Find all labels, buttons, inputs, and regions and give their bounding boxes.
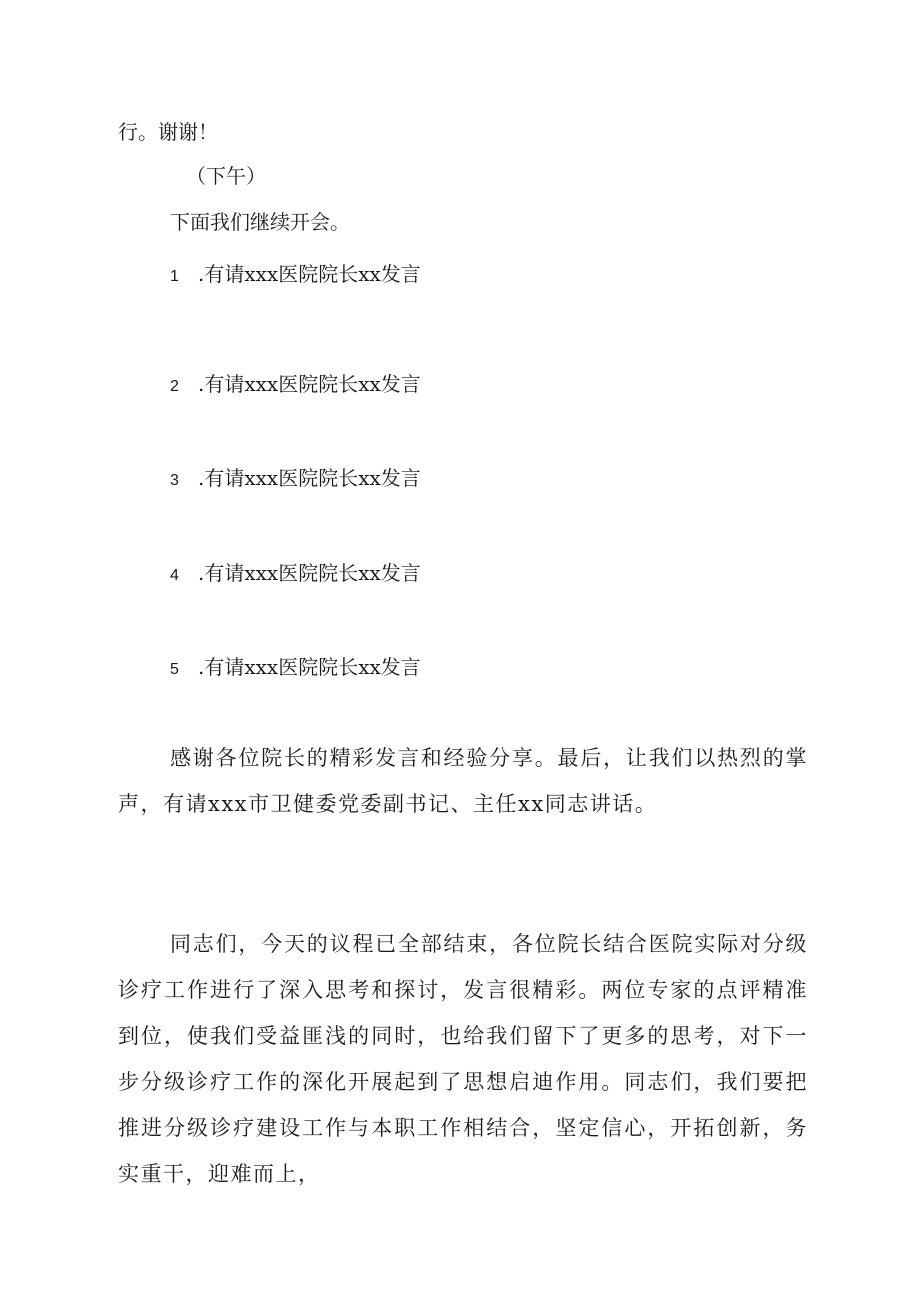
closing-paragraph: 同志们，今天的议程已全部结束，各位院长结合医院实际对分级诊疗工作进行了深入思考和探讨，发言很精彩。两位专家的点评精准到位，使我们受益匪浅的同时，也给我们留下了更多的思考，对下一步分级诊疗工作的深化开展起到了思想启迪作用。同志们，我们要把推进分级诊疗建设工作与本职工作相结合，坚定信心，开拓创新，务实重干，迎难而上，: [118, 932, 808, 1186]
agenda-item-number: 5: [170, 661, 179, 678]
agenda-item-number: 2: [170, 378, 179, 395]
session-label: （下午）: [186, 164, 266, 188]
intro-line: 下面我们继续开会。: [170, 210, 350, 234]
agenda-item-number: 4: [170, 567, 179, 584]
agenda-item-text: .有请xxx医院院长xx发言: [198, 372, 421, 396]
agenda-item-text: .有请xxx医院院长xx发言: [198, 561, 421, 585]
thanks-paragraph: 感谢各位院长的精彩发言和经验分享。最后，让我们以热烈的掌声，有请xxx市卫健委党委副书记、主任xx同志讲话。: [118, 746, 808, 816]
agenda-item-1: [170, 259, 421, 292]
agenda-item-5: [170, 652, 421, 685]
agenda-item-4: [170, 558, 421, 591]
agenda-item-number: 3: [170, 472, 179, 489]
continuation-line: 行。谢谢！: [118, 120, 218, 144]
agenda-item-2: [170, 369, 421, 402]
agenda-item-text: .有请xxx医院院长xx发言: [198, 466, 421, 490]
agenda-item-text: .有请xxx医院院长xx发言: [198, 262, 421, 286]
agenda-item-number: 1: [170, 268, 179, 285]
agenda-item-text: .有请xxx医院院长xx发言: [198, 655, 421, 679]
agenda-item-3: [170, 463, 421, 496]
